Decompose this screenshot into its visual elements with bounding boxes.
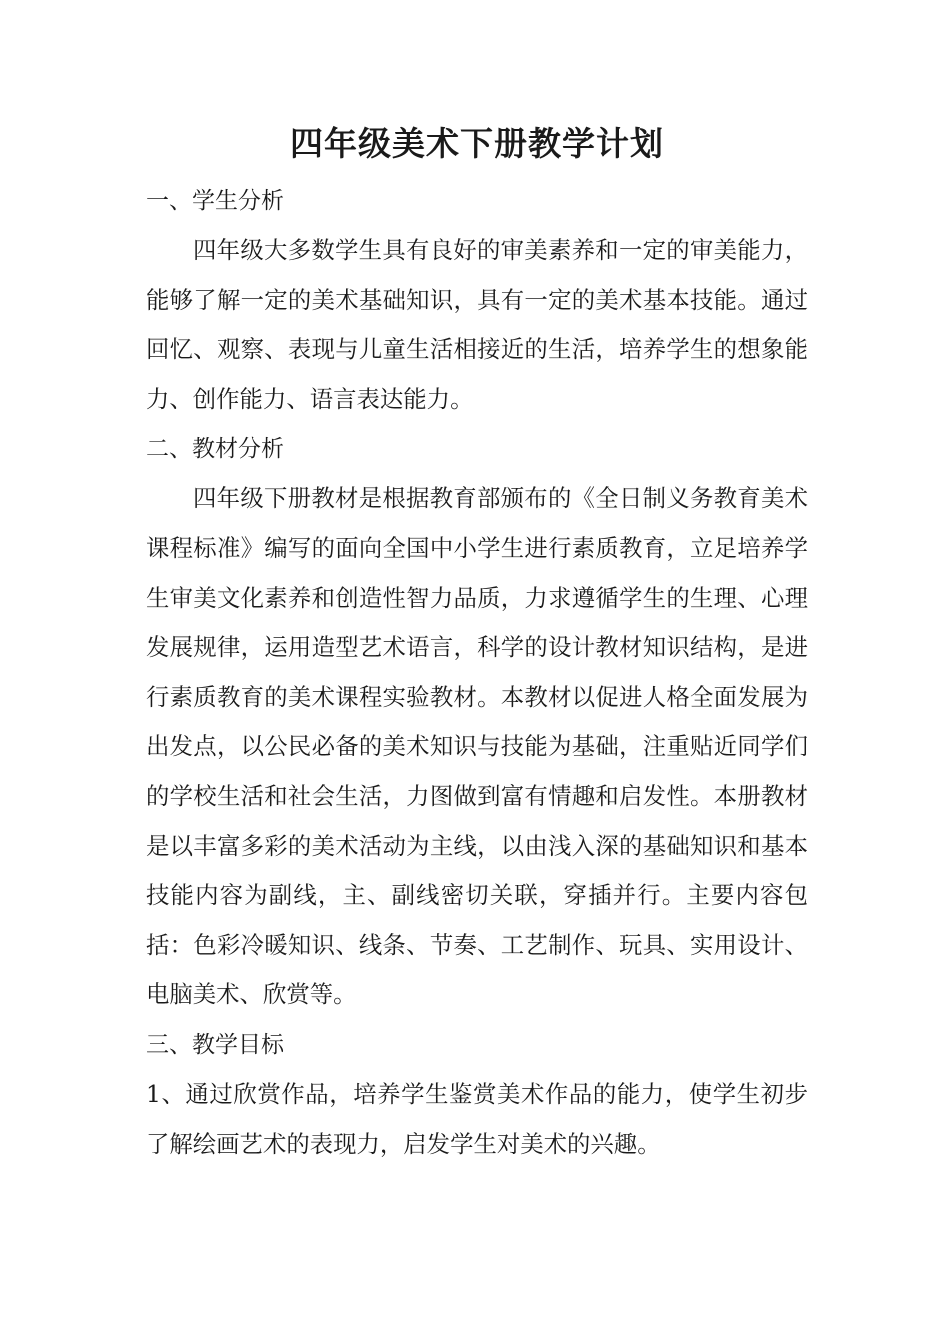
teaching-goal-item-1: 1、通过欣赏作品，培养学生鉴赏美术作品的能力，使学生初步了解绘画艺术的表现力，启发学生对美术的兴趣。 [146,1079,808,1158]
document-page [146,118,808,1169]
section-heading-teaching-goals: 三、教学目标 [146,1031,284,1058]
section-textbook-analysis [146,424,808,1020]
section-heading-textbook-analysis: 二、教材分析 [146,436,284,463]
section-heading-student-analysis: 一、学生分析 [146,188,284,214]
student-analysis-paragraph: 四年级大多数学生具有良好的审美素养和一定的审美能力，能够了解一定的美术基础知识，具有一定的美术基本技能。通过回忆、观察、表现与儿童生活相接近的生活，培养学生的想象能力、创作能力、语言表达能力。 [146,236,808,413]
textbook-analysis-paragraph: 四年级下册教材是根据教育部颁布的《全日制义务教育美术课程标准》编写的面向全国中小学生进行素质教育，立足培养学生审美文化素养和创造性智力品质，力求遵循学生的生理、心理发展规律，运用造型艺术语言，科学的设计教材知识结构，是进行素质教育的美术课程实验教材。本教材以促进人格全面发展为出发点，以公民必备的美术知识与技能为基础，注重贴近同学们的学校生活和社会生活，力图做到富有情趣和启发性。本册教材是以丰富多彩的美术活动为主线，以由浅入深的基础知识和基本技能内容为副线，主、副线密切关联，穿插并行。主要内容包括：色彩冷暖知识、线条、节奏、工艺制作、玩具、实用设计、电脑美术、欣赏等。 [146,484,808,1009]
section-teaching-goals [146,1020,808,1169]
document-title: 四年级美术下册教学计划 [290,124,664,163]
section-student-analysis [146,176,808,424]
